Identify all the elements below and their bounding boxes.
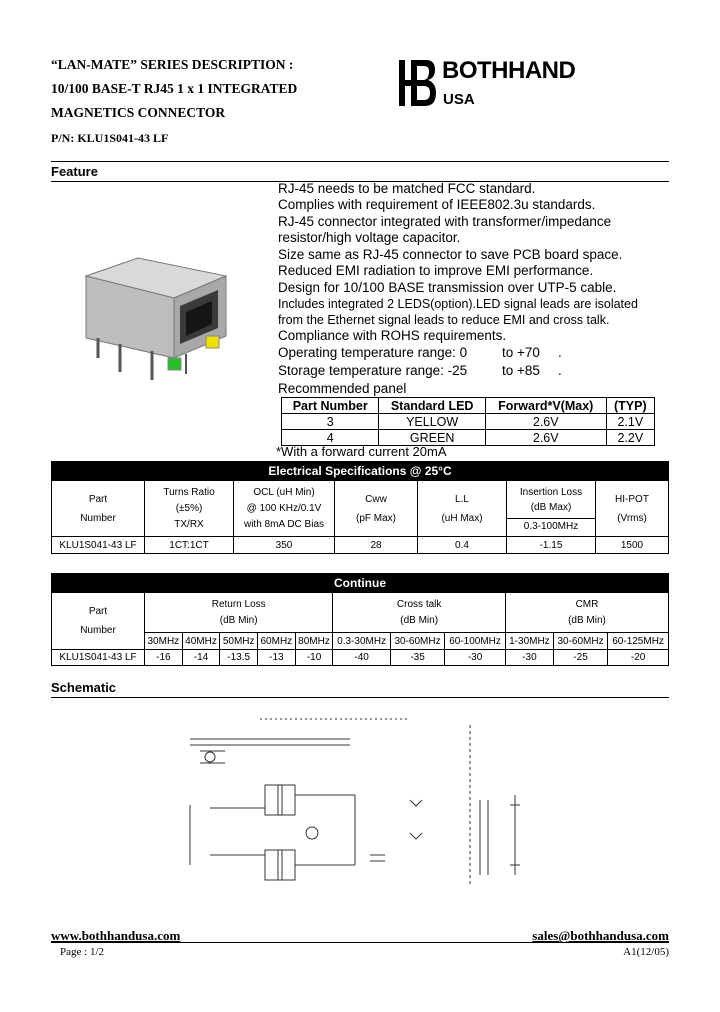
spec-cell: -1.15 (507, 537, 596, 554)
spec-cell: 0.4 (418, 537, 507, 554)
led-cell: 2.6V (485, 430, 606, 446)
electrical-spec-table (51, 461, 669, 554)
email-link[interactable]: sales@bothhandusa.com (532, 928, 669, 943)
led-cell: 2.1V (606, 414, 654, 430)
cont-cell: -35 (390, 650, 444, 666)
spec-il-range: 0.3-100MHz (523, 521, 579, 532)
led-cell: 4 (282, 430, 379, 446)
spec-il-top (507, 482, 595, 519)
feature-line: resistor/high voltage capacitor. (278, 230, 461, 245)
spec-cell: 350 (234, 537, 335, 554)
rl-l1: Return Loss (211, 598, 266, 610)
spec-cell: 28 (335, 537, 418, 554)
logo-name: BOTHHAND (442, 57, 576, 84)
cont-part-l1: Part (88, 606, 108, 617)
feature-line: Design for 10/100 BASE transmission over UTP-5 cable. (278, 280, 617, 295)
spec-col-cww (335, 481, 418, 537)
cont-cell: -13 (258, 650, 296, 666)
cont-cell: -13.5 (220, 650, 258, 666)
table-row (52, 650, 669, 666)
cont-cell: -20 (608, 650, 669, 666)
doc-title-line1: “LAN-MATE” SERIES DESCRIPTION : (51, 57, 294, 72)
cmr-l1: CMR (575, 598, 599, 610)
rj45-connector-image (68, 248, 238, 388)
led-note: *With a forward current 20mA (276, 444, 447, 459)
cont-cell: -16 (145, 650, 183, 666)
feature-line: RJ-45 needs to be matched FCC standard. (278, 181, 536, 196)
operating-temp-unit: . (558, 345, 562, 360)
led-table-header (282, 398, 655, 414)
spec-ocl-l2: @ 100 KHz/0.1V (246, 502, 322, 514)
recommended-panel-label: Recommended panel (278, 381, 407, 396)
led-cell: GREEN (379, 430, 485, 446)
spec-hipot-l2: (Vrms) (617, 512, 647, 524)
spec-turns-l3: TX/RX (174, 518, 204, 530)
spec-ll-l2: (uH Max) (441, 512, 483, 524)
spec-col-ocl (234, 481, 335, 537)
cross-talk-header (333, 593, 506, 633)
spec-col-hipot (596, 481, 669, 537)
operating-temp-label: Operating temperature range: 0 (278, 345, 468, 360)
spec-turns-l2: (±5%) (175, 502, 203, 514)
cont-cell: -25 (553, 650, 607, 666)
spec-col-insertion-loss (507, 481, 596, 537)
cmr-l2: (dB Min) (568, 614, 606, 626)
cont-part-cell: KLU1S041-43 LF (52, 650, 145, 666)
led-col-standard: Standard LED (379, 398, 485, 414)
freq-cell: 40MHz (182, 633, 220, 650)
storage-temp-unit: . (558, 363, 562, 378)
feature-line: Compliance with ROHS requirements. (278, 328, 507, 343)
feature-line: Size same as RJ-45 connector to save PCB board space. (278, 247, 623, 262)
cont-col-part (52, 593, 145, 650)
feature-line: from the Ethernet signal leads to reduce EMI and cross talk. (278, 313, 610, 327)
logo-region: USA (443, 91, 475, 108)
led-col-typ: (TYP) (606, 398, 654, 414)
header-divider (51, 161, 669, 162)
freq-cell: 60MHz (258, 633, 296, 650)
freq-cell: 30-60MHz (553, 633, 607, 650)
doc-title-line3: MAGNETICS CONNECTOR (51, 105, 226, 120)
spec-cell: 1500 (596, 537, 669, 554)
led-cell: 2.6V (485, 414, 606, 430)
spec-col-turns (145, 481, 234, 537)
freq-row (52, 633, 669, 650)
spec-part-l2: Number (80, 512, 116, 524)
spec-ll-l1: L.L (455, 493, 469, 505)
electrical-spec-banner: Electrical Specifications @ 25°C (52, 462, 669, 481)
table-row (282, 414, 655, 430)
freq-cell: 30-60MHz (390, 633, 444, 650)
led-cell: 3 (282, 414, 379, 430)
table-row (52, 537, 669, 554)
cont-cell: -14 (182, 650, 220, 666)
led-cell: 2.2V (606, 430, 654, 446)
part-number: P/N: KLU1S041-43 LF (51, 131, 169, 145)
freq-cell: 60-125MHz (608, 633, 669, 650)
website-link[interactable]: www.bothhandusa.com (51, 928, 181, 943)
spec-cww-l2: (pF Max) (356, 512, 396, 524)
freq-cell: 1-30MHz (505, 633, 553, 650)
doc-title-line2: 10/100 BASE-T RJ45 1 x 1 INTEGRATED (51, 81, 298, 96)
feature-line: RJ-45 connector integrated with transformer/impedance (278, 214, 612, 229)
freq-cell: 30MHz (145, 633, 183, 650)
schematic-diagram (170, 705, 530, 900)
led-col-part: Part Number (282, 398, 379, 414)
bothhand-logo-icon (398, 58, 438, 108)
continue-banner: Continue (52, 574, 669, 593)
storage-temp-max: to +85 (502, 363, 540, 378)
spec-cell: 1CT:1CT (145, 537, 234, 554)
cont-cell: -40 (333, 650, 391, 666)
feature-line: Complies with requirement of IEEE802.3u standards. (278, 197, 596, 212)
cont-cell: -30 (445, 650, 506, 666)
storage-temp-label: Storage temperature range: -25 (278, 363, 468, 378)
schematic-divider (51, 697, 669, 698)
revision: A1(12/05) (623, 946, 669, 958)
spec-part-l1: Part (88, 493, 108, 505)
cont-part-l2: Number (80, 625, 116, 636)
ct-l1: Cross talk (396, 598, 442, 610)
led-col-forward: Forward*V(Max) (485, 398, 606, 414)
feature-heading: Feature (51, 164, 98, 179)
spec-ocl-l1: OCL (uH Min) (253, 486, 315, 498)
spec-ocl-l3: with 8mA DC Bias (243, 518, 325, 530)
feature-line: Includes integrated 2 LEDS(option).LED signal leads are isolated (278, 297, 638, 311)
spec-il-l1: Insertion Loss (519, 487, 583, 498)
feature-line: Reduced EMI radiation to improve EMI performance. (278, 263, 594, 278)
spec-col-part (52, 481, 145, 537)
cont-cell: -30 (505, 650, 553, 666)
led-table (281, 397, 655, 446)
spec-cell: KLU1S041-43 LF (52, 537, 145, 554)
cmr-header (505, 593, 668, 633)
cont-cell: -10 (295, 650, 333, 666)
schematic-heading: Schematic (51, 680, 117, 695)
page-number: Page : 1/2 (60, 946, 104, 958)
ct-l2: (dB Min) (400, 614, 439, 626)
freq-cell: 0.3-30MHz (333, 633, 391, 650)
freq-cell: 80MHz (295, 633, 333, 650)
return-loss-header (145, 593, 333, 633)
freq-cell: 60-100MHz (445, 633, 506, 650)
spec-col-ll (418, 481, 507, 537)
led-cell: YELLOW (379, 414, 485, 430)
spec-hipot-l1: HI-POT (615, 493, 649, 505)
spec-turns-l1: Turns Ratio (163, 486, 215, 498)
operating-temp-max: to +70 (502, 345, 540, 360)
spec-il-l2: (dB Max) (530, 502, 572, 513)
spec-cww-l1: Cww (365, 493, 387, 505)
freq-cell: 50MHz (220, 633, 258, 650)
rl-l2: (dB Min) (219, 614, 258, 626)
continue-table (51, 573, 669, 666)
